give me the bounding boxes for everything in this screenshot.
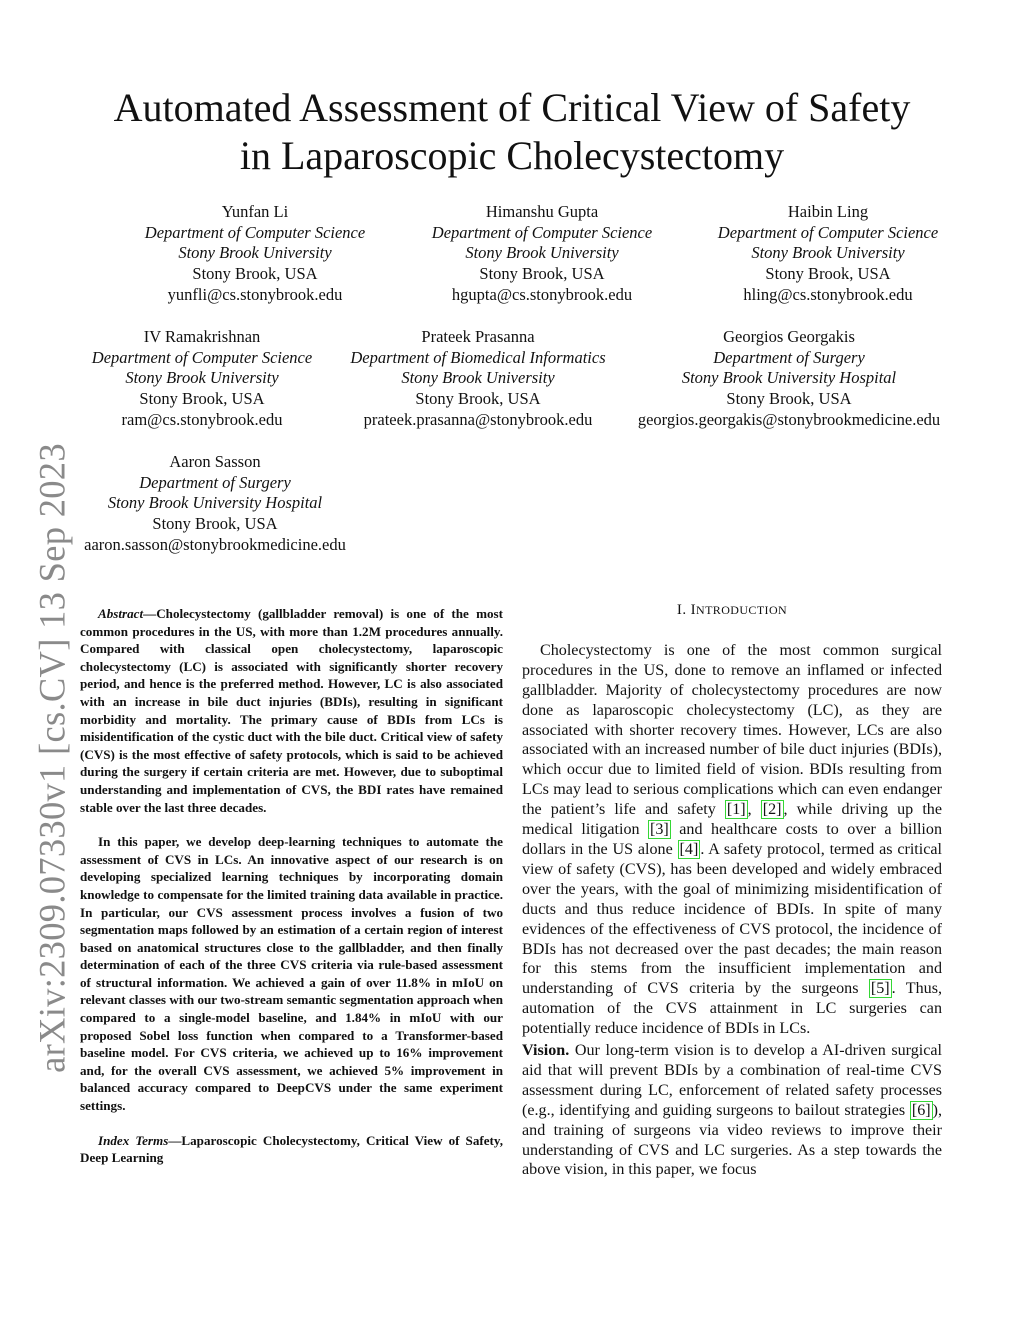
author-location: Stony Brook, USA: [479, 264, 605, 284]
intro-text: and healthcare costs to over a billion dollars in the US alone: [522, 821, 943, 858]
author-location: Stony Brook, USA: [726, 389, 852, 409]
abstract-text-1: —Cholecystectomy (gallbladder removal) is one of the most common procedures in the US, with more than 1.2M procedures annually. Compared with classical open cholecystectomy, laparoscopic cholecystectomy (LC) is associated with significantly shorter recovery period, and hence is the preferred method. However, LC is also associated with an increase in bile duct injuries (BDIs), resulting in significant morbidity and mortality. The primary cause of BDIs from LCs is misidentification of the cystic duct with the bile duct. Critical view of safety (CVS) is the most effective of safety protocols, which is said to be achieved during the surgery if certain criteria are met. However, due to suboptimal understanding and implementation of CVS, the BDI rates have remained stable over the last three decades.: [80, 606, 503, 815]
citation-link[interactable]: [3]: [650, 821, 669, 839]
author-location: Stony Brook, USA: [415, 389, 541, 409]
author-university: Stony Brook University: [751, 243, 905, 263]
abstract-lead: Abstract: [98, 606, 144, 621]
vision-paragraph: [522, 1041, 942, 1180]
intro-text: . A safety protocol, termed as critical view of safety (CVS), has been developed and widely embraced over the years, with the goal of minimizing misidentification of ducts and thus reduce incidence of BDIs. In spite of many evidences of the effectiveness of CVS protocol, the incidence of BDIs has not decreased over the past decades; the main reason for this stems from the insufficient implementation and understanding of CVS criteria by the surgeons: [522, 840, 942, 998]
author-block: [387, 202, 697, 306]
index-terms: [80, 1132, 503, 1167]
introduction-column: [522, 601, 942, 1180]
intro-text: ), and training of surgeons via video reviews to improve their understanding of CVS and LC surgeries. As a step towards the above vision, in this paper, we focus: [522, 1101, 942, 1179]
intro-text: Our long-term vision is to develop a AI-driven surgical aid that will prevent BDIs by a combination of real-time CVS assessment during LC, enforcement of related safety processes (e.g., identifying and guiding surgeons to bailout strategies: [522, 1042, 942, 1119]
author-email[interactable]: georgios.georgakis@stonybrookmedicine.edu: [637, 409, 941, 429]
intro-text: , while driving up the medical litigation: [522, 801, 942, 839]
author-name: Haibin Ling: [787, 202, 869, 221]
author-email[interactable]: yunfli@cs.stonybrook.edu: [167, 284, 343, 304]
author-block: [47, 327, 357, 431]
author-department: Department of Computer Science: [717, 222, 939, 242]
intro-text: ,: [747, 801, 761, 819]
author-location: Stony Brook, USA: [152, 514, 278, 534]
author-department: Department of Surgery: [139, 472, 291, 492]
author-department: Department of Computer Science: [431, 222, 653, 242]
citation-link[interactable]: [5]: [870, 980, 890, 998]
author-block: [634, 327, 944, 431]
author-block: [60, 452, 370, 556]
title-line-1: Automated Assessment of Critical View of Safety: [113, 85, 911, 130]
author-block: [673, 202, 983, 306]
intro-paragraph: [522, 641, 942, 1039]
author-location: Stony Brook, USA: [192, 264, 318, 284]
citation-link[interactable]: [2]: [762, 801, 782, 819]
author-name: Himanshu Gupta: [485, 202, 599, 221]
intro-text: Cholecystectomy is one of the most common surgical procedures in the US, done to remove an inflamed or infected gallbladder. Majority of cholecystectomy procedures are now done as laparoscopic cholecystectomy (LC), as they are associated with shorter recovery times. However, LCs are also associated with an increased number of bile duct injuries (BDIs), which occur due to limited field of vision. BDIs resulting from LCs may lead to serious complications which can even endanger the patient’s life and safety: [522, 641, 942, 819]
author-department: Department of Biomedical Informatics: [350, 347, 606, 367]
citation-link[interactable]: [4]: [679, 840, 699, 858]
index-terms-text: —Laparoscopic Cholecystectomy, Critical View of Safety, Deep Learning: [80, 1132, 503, 1166]
intro-text: . Thus, automation of the CVS attainment in LC surgeries can potentially reduce incidence of BDIs in LCs.: [522, 980, 942, 1038]
abstract-text-2: In this paper, we develop deep-learning techniques to automate the assessment of CVS in LCs. An innovative aspect of our research is on developing specialized learning techniques by incorporating domain knowledge to compensate for the limited training data available in practice. In particular, our CVS assessment process involves a fusion of two segmentation maps followed by an estimation of a certain region of interest based on anatomical structures close to the gallbladder, and then finally determination of each of the three CVS criteria via rule-based assessment of structural information. We achieved a gain of over 11.8% in mIoU on relevant classes with our two-stream semantic segmentation approach when compared to a single-model baseline, and 1.84% in mIoU with our proposed Sobel loss function when compared to a Transformer-based baseline model. For CVS criteria, we achieved up to 16% improvement and, for the overall CVS assessment, we achieved 5% improvement in balanced accuracy compared to DeepCVS under the same experiment settings.: [80, 834, 503, 1114]
arxiv-identifier: arXiv:2309.07330v1 [cs.CV] 13 Sep 2023: [31, 443, 73, 1073]
author-block: [323, 327, 633, 431]
author-name: Georgios Georgakis: [723, 327, 855, 346]
title-line-2: in Laparoscopic Cholecystectomy: [239, 133, 785, 178]
author-location: Stony Brook, USA: [139, 389, 265, 409]
citation-link[interactable]: [1]: [726, 801, 746, 819]
index-terms-lead: Index Terms: [98, 1132, 169, 1148]
author-email[interactable]: prateek.prasanna@stonybrook.edu: [363, 409, 593, 429]
vision-lead: Vision.: [522, 1042, 570, 1060]
author-name: Yunfan Li: [221, 202, 289, 221]
author-university: Stony Brook University: [125, 368, 279, 388]
author-university: Stony Brook University Hospital: [681, 368, 897, 388]
author-department: Department of Computer Science: [91, 347, 313, 367]
author-name: Prateek Prasanna: [421, 327, 535, 346]
abstract-column: [80, 605, 503, 1167]
author-university: Stony Brook University: [401, 368, 555, 388]
section-heading: [522, 601, 942, 621]
author-department: Department of Surgery: [713, 347, 865, 367]
abstract-paragraph: [80, 605, 503, 816]
author-location: Stony Brook, USA: [765, 264, 891, 284]
abstract-paragraph: [80, 833, 503, 1115]
author-university: Stony Brook University Hospital: [107, 493, 323, 513]
author-email[interactable]: aaron.sasson@stonybrookmedicine.edu: [84, 534, 346, 554]
section-title: NTRODUCTION: [696, 603, 788, 617]
author-name: Aaron Sasson: [169, 452, 261, 471]
citation-link[interactable]: [6]: [911, 1101, 931, 1119]
author-email[interactable]: hling@cs.stonybrook.edu: [743, 284, 913, 304]
author-email[interactable]: hgupta@cs.stonybrook.edu: [451, 284, 633, 304]
author-department: Department of Computer Science: [144, 222, 366, 242]
author-university: Stony Brook University: [178, 243, 332, 263]
author-block: [100, 202, 410, 306]
section-numeral: I. I: [676, 602, 697, 618]
author-name: IV Ramakrishnan: [143, 327, 261, 346]
author-email[interactable]: ram@cs.stonybrook.edu: [121, 409, 283, 429]
author-university: Stony Brook University: [465, 243, 619, 263]
paper-title: [92, 84, 932, 180]
